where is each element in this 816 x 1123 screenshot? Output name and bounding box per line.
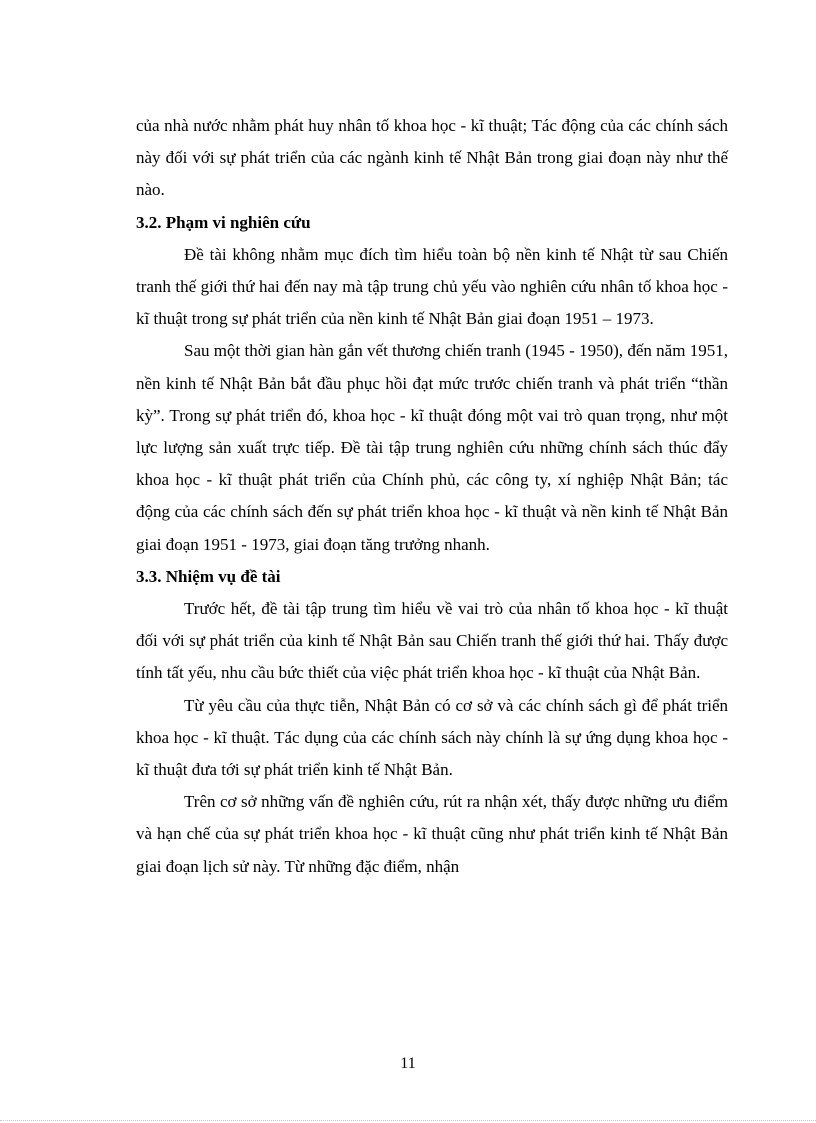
- tasks-paragraph-2: Từ yêu cầu của thực tiễn, Nhật Bản có cơ sở và các chính sách gì để phát triển khoa học - kĩ thuật. Tác dụng của các chính sách này chính là sự ứng dụng khoa học - kĩ thuật đưa tới sự phát triển kinh tế Nhật Bản.: [136, 695, 728, 780]
- page-number: 11: [400, 1055, 416, 1072]
- document-page: [136, 110, 728, 883]
- section-heading-scope: 3.2. Phạm vi nghiên cứu: [136, 212, 311, 232]
- intro-paragraph: của nhà nước nhằm phát huy nhân tố khoa học - kĩ thuật; Tác động của các chính sách này đối với sự phát triển của các ngành kinh tế Nhật Bản trong giai đoạn này như thế nào.: [136, 116, 728, 200]
- tasks-paragraph-1: Trước hết, đề tài tập trung tìm hiểu về vai trò của nhân tố khoa học - kĩ thuật đối với sự phát triển của kinh tế Nhật Bản sau Chiến tranh thế giới thứ hai. Thấy được tính tất yếu, nhu cầu bức thiết của việc phát triển khoa học - kĩ thuật của Nhật Bản.: [136, 599, 728, 683]
- page-bottom-divider: [0, 1120, 816, 1121]
- scope-paragraph-1: Đề tài không nhằm mục đích tìm hiểu toàn bộ nền kinh tế Nhật từ sau Chiến tranh thế giới thứ hai đến nay mà tập trung chủ yếu vào nghiên cứu nhân tố khoa học - kĩ thuật trong sự phát triển của nền kinh tế Nhật Bản giai đoạn 1951 – 1973.: [136, 244, 728, 329]
- section-heading-tasks: 3.3. Nhiệm vụ đề tài: [136, 566, 281, 586]
- scope-paragraph-2: Sau một thời gian hàn gắn vết thương chiến tranh (1945 - 1950), đến năm 1951, nền kinh tế Nhật Bản bắt đầu phục hồi đạt mức trước chiến tranh và phát triển “thần kỳ”. Trong sự phát triển đó, khoa học - kĩ thuật đóng một vai trò quan trọng, như một lực lượng sản xuất trực tiếp. Đề tài tập trung nghiên cứu những chính sách thúc đẩy khoa học - kĩ thuật phát triển của Chính phủ, các công ty, xí nghiệp Nhật Bản; tác động của các chính sách đến sự phát triển khoa học - kĩ thuật và nền kinh tế Nhật Bản giai đoạn 1951 - 1973, giai đoạn tăng trưởng nhanh.: [136, 341, 728, 554]
- tasks-paragraph-3: Trên cơ sở những vấn đề nghiên cứu, rút ra nhận xét, thấy được những ưu điểm và hạn chế của sự phát triển khoa học - kĩ thuật cũng như phát triển kinh tế Nhật Bản giai đoạn lịch sử này. Từ những đặc điểm, nhận: [136, 792, 728, 876]
